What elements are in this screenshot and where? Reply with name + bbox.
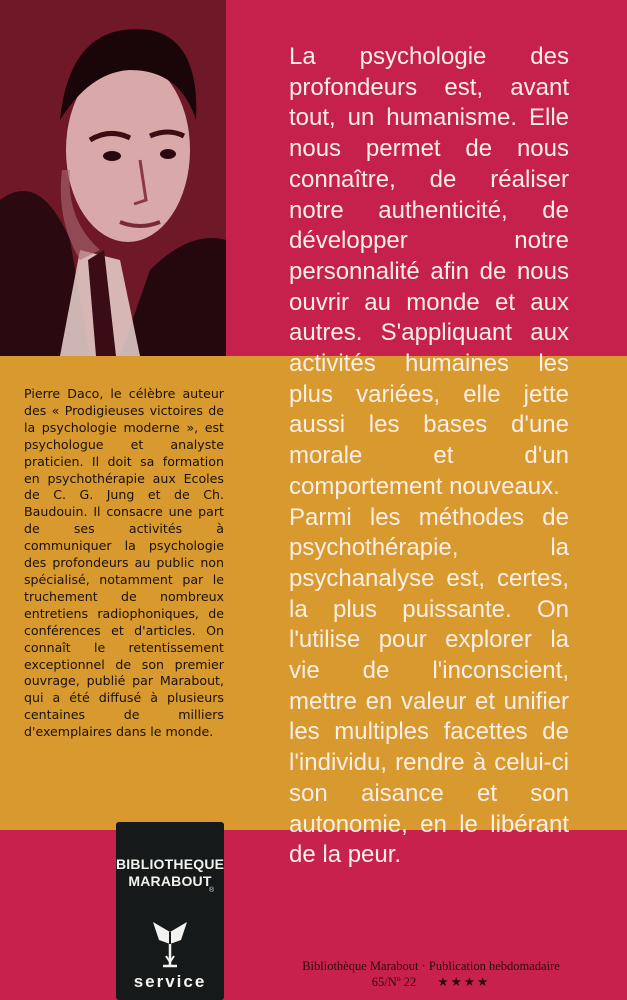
publisher-imprint: [268, 958, 594, 990]
registered-mark: ®: [209, 887, 215, 894]
series-line-2: MARABOUT: [128, 873, 212, 889]
marabout-bird-icon: [151, 916, 189, 970]
portrait-illustration: [0, 0, 226, 356]
imprint-line-2: [268, 974, 594, 990]
author-biography: [24, 386, 224, 741]
service-label: service: [133, 972, 207, 991]
series-name: [116, 856, 224, 890]
marabout-logo: [116, 822, 224, 1000]
series-line-1: BIBLIOTHEQUE: [116, 856, 225, 872]
rating-stars: ★★★★: [437, 975, 491, 989]
bio-text: Pierre Daco, le célèbre auteur des « Prodigieuses victoires de la psychologie moderne », est psychologue et analyste praticien. Il doit sa formation en psychothérapie aux Ecoles de C. G. Jung et de Ch. Baudouin. Il consacre une part de ses activités à communiquer la psychologie des profondeurs au public non spécialisé, notamment par le truchement de nombreux entretiens radiophoniques, de conférences et d'articles. On connaît le retentissement exceptionnel de son premier ouvrage, publié par Marabout, qui a été diffusé à plusieurs centaines de milliers d'exemplaires dans le monde.: [24, 386, 224, 740]
blurb-paragraph-2: Parmi les méthodes de psychothérapie, la psychanalyse est, certes, la plus puissante. On l'utilise pour explorer la vie de l'inconscient, mettre en valeur et unifier les multiples facettes de l'individu, rendre à celui-ci son aisance et son autonomie, en le libérant de la peur.: [289, 503, 569, 869]
author-portrait: [0, 0, 226, 356]
imprint-line-1: Bibliothèque Marabout · Publication hebdomadaire: [302, 959, 560, 973]
blurb: [289, 42, 569, 871]
issue-number: 65/Nº 22: [371, 975, 417, 989]
blurb-paragraph-1: La psychologie des profondeurs est, avant tout, un humanisme. Elle nous permet de nous connaître, de réaliser notre authenticité, de développer notre personnalité afin de nous ouvrir au monde et aux autres. S'appliquant aux activités humaines les plus variées, elle jette aussi les bases d'une morale et d'un comportement nouveaux.: [289, 43, 569, 500]
